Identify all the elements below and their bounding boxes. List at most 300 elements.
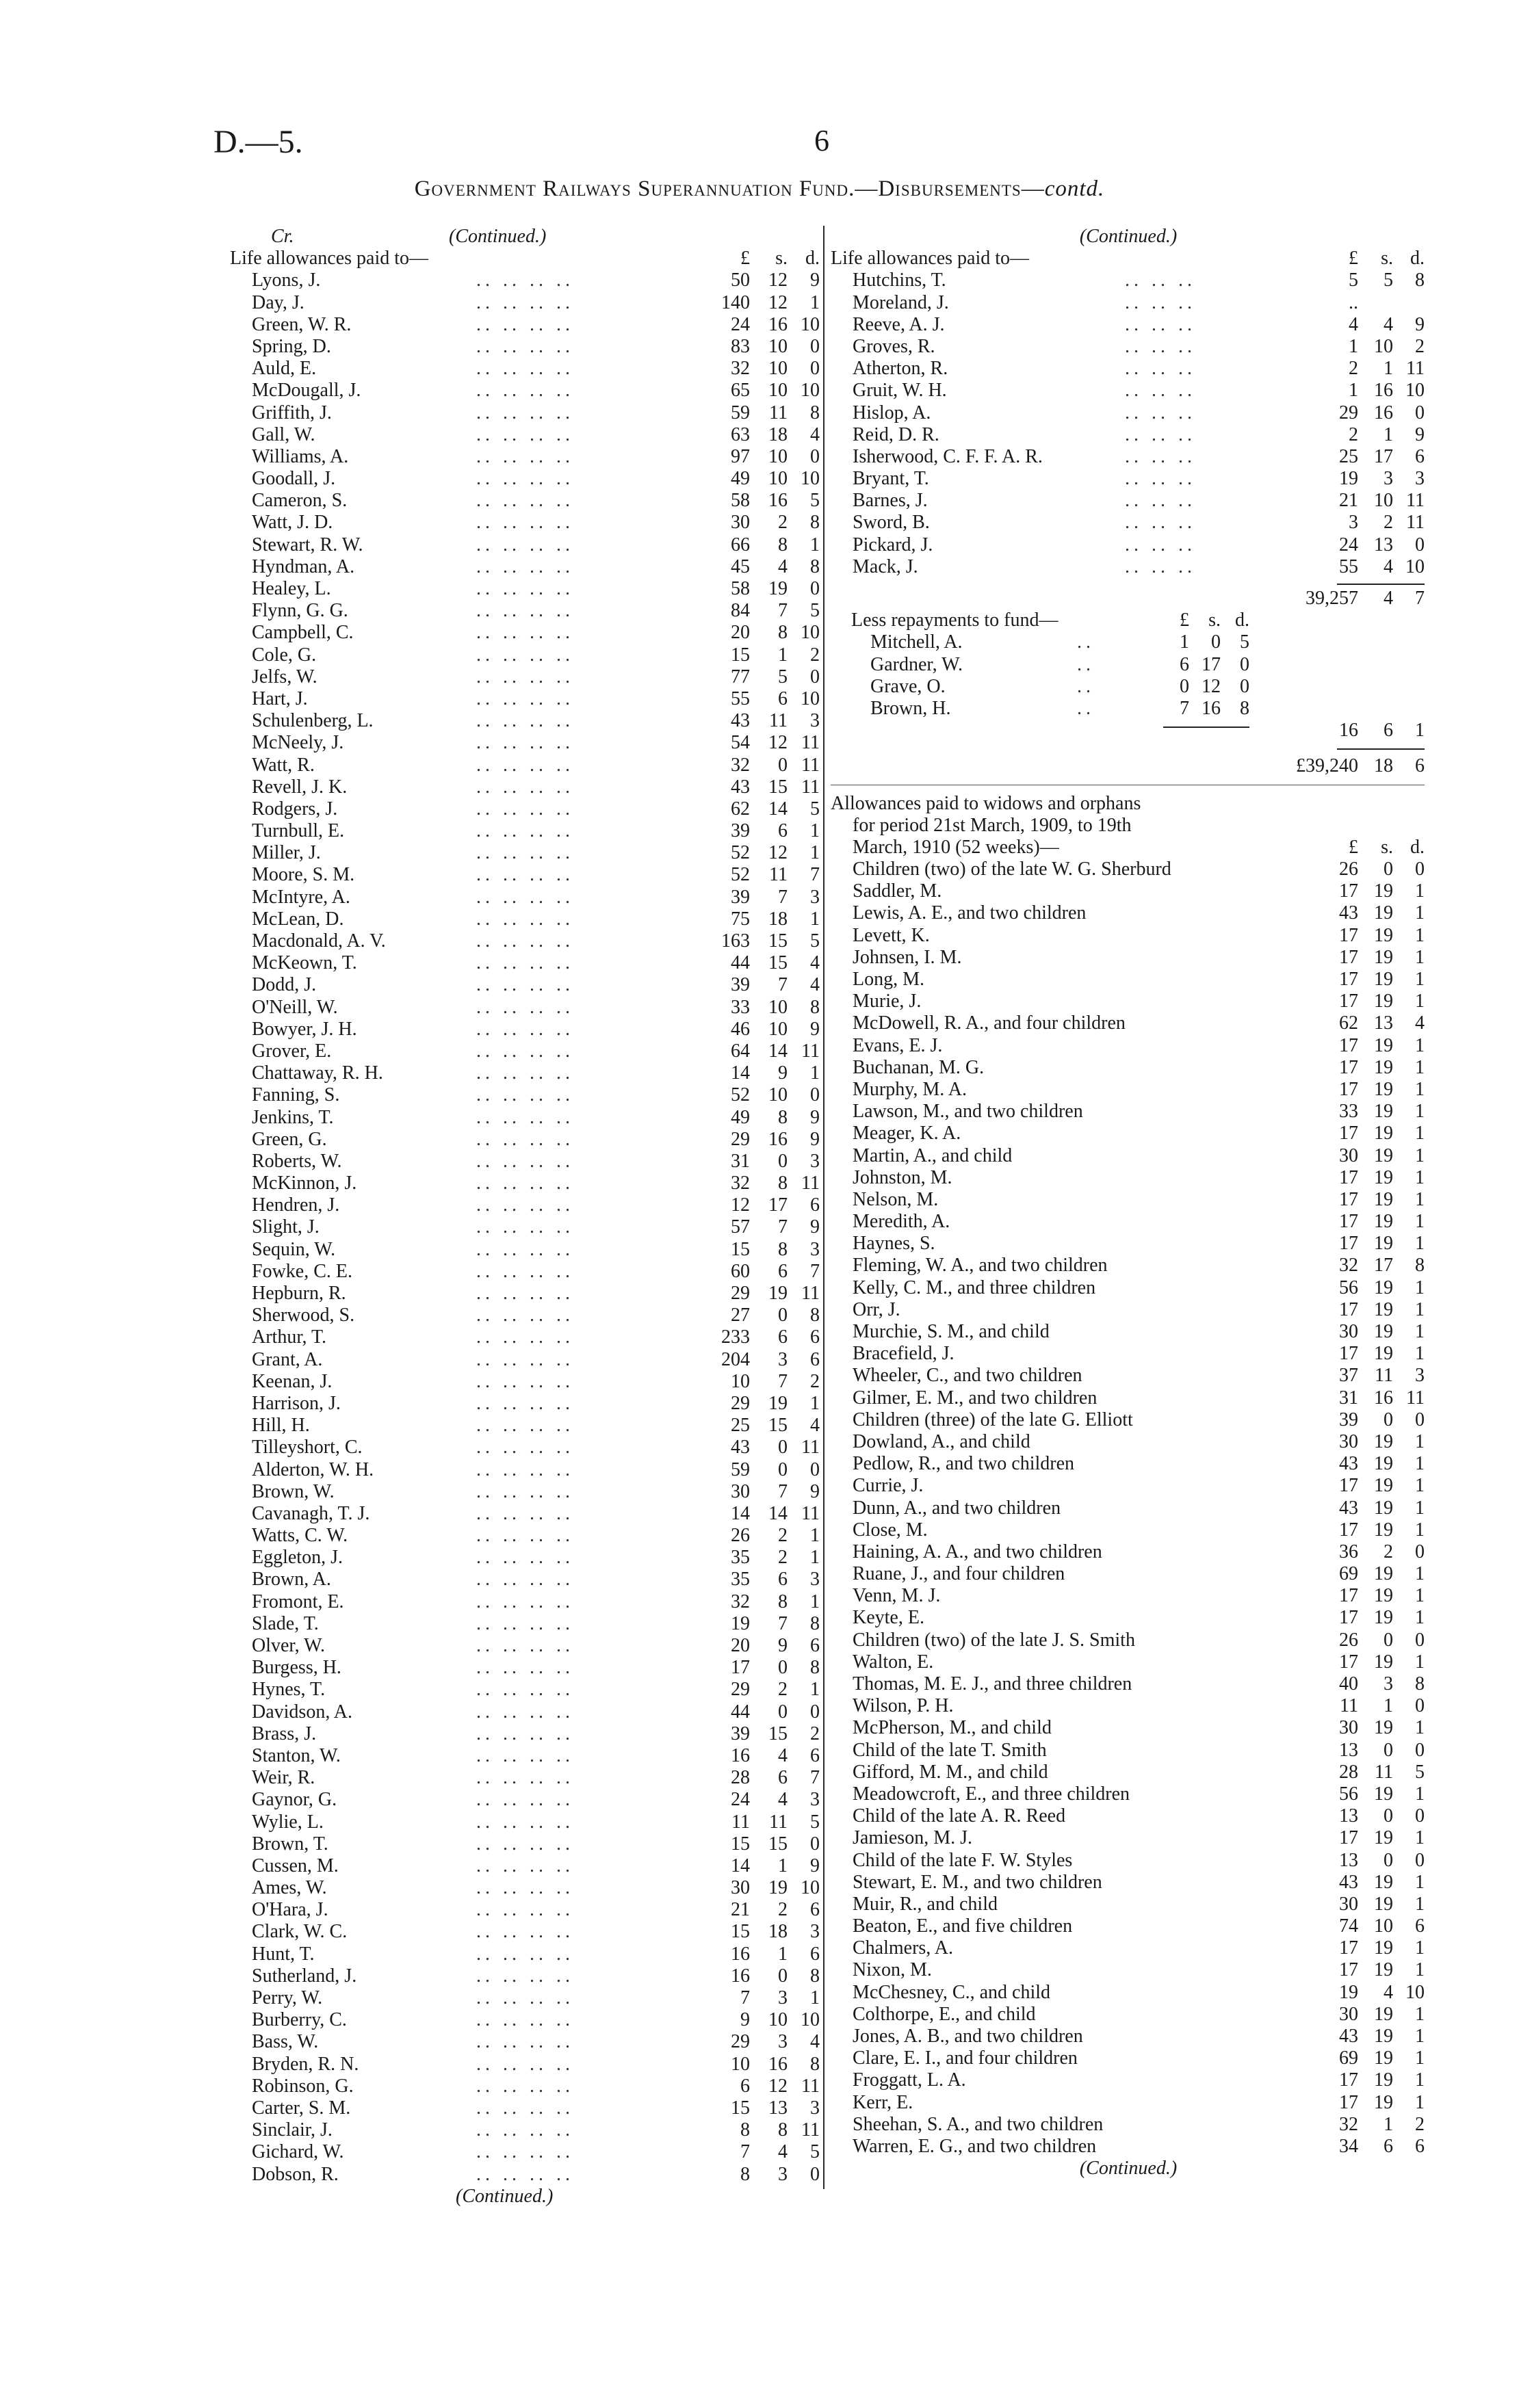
widow-allowance-row-pence: 1: [1415, 1453, 1425, 1475]
leader-dots: .. .. .. ..: [476, 1591, 574, 1612]
allowance-row-name: Watt, J. D.: [252, 512, 333, 534]
allowance-row: [230, 666, 825, 688]
allowance-row-name: Slade, T.: [252, 1612, 319, 1634]
allowance-row-name: Sherwood, S.: [252, 1305, 355, 1326]
allowance-row-pounds: 140: [721, 291, 750, 313]
allowance-row-shillings: 15: [768, 1723, 788, 1744]
allowance-row: [230, 1107, 825, 1129]
allowance-row-pence: 4: [810, 423, 820, 445]
widow-allowance-row-name: Lawson, M., and two children: [853, 1101, 1083, 1123]
allowance-row: [230, 1326, 825, 1348]
leader-dots: .. .. .. ..: [476, 1723, 574, 1744]
allowance-row-shillings: 7: [778, 1612, 788, 1634]
allowance-row-name: Burgess, H.: [252, 1657, 341, 1679]
allowance-row: [230, 776, 825, 798]
allowance-row-name: Campbell, C.: [252, 622, 354, 644]
allowance-row-pounds: 7: [740, 1987, 750, 2008]
allowance-row-pence: 10: [801, 313, 820, 335]
leader-dots: .. .. .. ..: [476, 1502, 574, 1524]
widow-allowance-row-pence: 1: [1415, 1298, 1425, 1320]
allowance-row: [230, 2009, 825, 2031]
allowance-row-name: Sword, B.: [853, 512, 930, 534]
widow-allowance-row-pounds: 30: [1339, 1144, 1358, 1166]
allowance-row-pounds: 66: [731, 534, 750, 555]
allowance-row-pence: 11: [801, 732, 820, 754]
allowance-row: [230, 2141, 825, 2163]
right-entries-list: [831, 270, 1426, 578]
widow-allowance-row-name: Jones, A. B., and two children: [853, 2026, 1083, 2047]
widow-allowance-row-name: Kelly, C. M., and three children: [853, 1277, 1096, 1298]
widow-allowance-row-shillings: 17: [1374, 1255, 1393, 1277]
leader-dots: .. .. .. ..: [476, 1062, 574, 1084]
allowance-row-pounds: 50: [731, 270, 750, 291]
allowance-row-pounds: 12: [731, 1194, 750, 1216]
allowance-row: [831, 490, 1426, 512]
allowance-row: [230, 556, 825, 578]
widow-allowance-row-name: Buchanan, M. G.: [853, 1056, 985, 1078]
allowance-row: [230, 380, 825, 402]
allowance-row-shillings: 7: [778, 1370, 788, 1392]
allowance-row-name: Dodd, J.: [252, 974, 317, 996]
allowance-row-pounds: 52: [731, 1084, 750, 1106]
allowance-row-name: Moreland, J.: [853, 291, 949, 313]
allowance-row-shillings: 10: [768, 335, 788, 357]
widow-allowance-row-shillings: 19: [1374, 1144, 1393, 1166]
widow-allowance-row-pounds: 69: [1339, 2047, 1358, 2069]
widow-allowance-row: [831, 2047, 1426, 2069]
leader-dots: .. .. .. ..: [476, 291, 574, 313]
allowance-row-shillings: 10: [768, 1018, 788, 1040]
allowance-row-shillings: 2: [778, 1547, 788, 1569]
repayment-row-shillings: 16: [1202, 697, 1221, 719]
leader-dots: .. .. .. ..: [476, 1965, 574, 1987]
widow-allowance-row: [831, 1101, 1426, 1123]
widow-allowance-row-name: Murphy, M. A.: [853, 1078, 967, 1100]
widow-allowance-row-name: Haynes, S.: [853, 1233, 935, 1255]
allowance-row: [230, 2076, 825, 2097]
widow-allowance-row-name: Children (two) of the late W. G. Sherburd: [853, 859, 1171, 880]
leader-dots: .. .. ..: [1125, 402, 1196, 423]
allowance-row-shillings: 0: [778, 1965, 788, 1987]
allowance-row: [230, 534, 825, 556]
leader-dots: .. .. .. ..: [476, 380, 574, 402]
widow-allowance-row-name: Ruane, J., and four children: [853, 1563, 1065, 1585]
leader-dots: .. .. .. ..: [476, 1811, 574, 1833]
widow-allowance-row-name: Lewis, A. E., and two children: [853, 902, 1087, 924]
allowance-row-name: Reid, D. R.: [853, 423, 939, 445]
widow-allowance-row-pounds: 43: [1339, 902, 1358, 924]
allowance-row-name: Jenkins, T.: [252, 1106, 334, 1128]
allowance-row-pence: 0: [810, 445, 820, 467]
allowance-row: [230, 1216, 825, 1238]
repay-shillings-head: s.: [1208, 610, 1221, 631]
allowance-row: [831, 270, 1426, 291]
widow-allowance-row-pence: 1: [1415, 1166, 1425, 1188]
repayment-row-name: Mitchell, A.: [870, 631, 963, 653]
widow-allowance-row-pence: 1: [1415, 1497, 1425, 1519]
repayments-heading: [831, 610, 1426, 631]
allowance-row-name: Ames, W.: [252, 1877, 327, 1899]
allowance-row-pounds: 52: [731, 864, 750, 886]
allowance-row-shillings: 9: [778, 1635, 788, 1656]
allowance-row-name: Hill, H.: [252, 1415, 310, 1437]
allowance-row-pence: 1: [810, 1547, 820, 1569]
subtotal-pounds: 39,257: [1306, 588, 1358, 609]
allowance-row-shillings: 12: [768, 842, 788, 864]
repayments-rule: [1163, 727, 1249, 728]
allowance-row: [230, 1019, 825, 1041]
allowance-row-pounds: 55: [731, 688, 750, 709]
allowance-row-name: O'Neill, W.: [252, 996, 338, 1018]
widow-allowance-row: [831, 1409, 1426, 1431]
allowance-row: [230, 1437, 825, 1458]
allowance-row: [230, 1547, 825, 1569]
allowance-row-name: O'Hara, J.: [252, 1899, 328, 1921]
widow-allowance-row-pounds: 34: [1339, 2135, 1358, 2157]
allowance-row: [831, 468, 1426, 490]
allowance-row-name: Brown, T.: [252, 1833, 328, 1855]
allowance-row-name: Macdonald, A. V.: [252, 930, 386, 952]
allowance-row: [230, 512, 825, 534]
allowance-row-pounds: 16: [731, 1744, 750, 1766]
allowance-row: [831, 446, 1426, 468]
allowance-row-name: Hutchins, T.: [853, 270, 946, 291]
allowance-row-name: Weir, R.: [252, 1767, 315, 1789]
widow-allowance-row-pounds: 13: [1339, 1739, 1358, 1761]
page-reference: D.—5.: [213, 124, 303, 160]
leader-dots: .. .. .. ..: [476, 1943, 574, 1965]
widow-allowance-row: [831, 1762, 1426, 1783]
widow-allowance-row-pounds: 56: [1339, 1783, 1358, 1805]
widow-allowance-row-shillings: 1: [1384, 1695, 1393, 1717]
leader-dots: .. .. .. ..: [476, 2009, 574, 2031]
widow-allowance-row-pounds: 32: [1339, 1255, 1358, 1277]
repayment-row: [831, 654, 1426, 676]
widow-allowance-row-name: Levett, K.: [853, 924, 930, 946]
allowance-row-pence: 1: [810, 1679, 820, 1701]
widow-allowance-row-name: Nixon, M.: [853, 1959, 932, 1981]
allowance-row-pence: 1: [810, 1987, 820, 2008]
allowance-row-pence: 0: [1415, 534, 1425, 555]
allowance-row-pounds: 49: [731, 468, 750, 490]
spacer: [831, 578, 1426, 588]
allowance-row-pounds: 54: [731, 732, 750, 754]
widow-allowance-row-shillings: 19: [1374, 902, 1393, 924]
allowance-row-pounds: 20: [731, 1635, 750, 1656]
repayment-row: [831, 698, 1426, 720]
widow-allowance-row-name: Orr, J.: [853, 1298, 900, 1320]
widow-allowance-row-name: Nelson, M.: [853, 1188, 939, 1210]
allowance-row-shillings: 8: [778, 622, 788, 644]
widow-allowance-row-shillings: 19: [1374, 924, 1393, 946]
repayment-row-pounds: 1: [1180, 631, 1189, 653]
allowance-row: [230, 1921, 825, 1943]
widows-title-line-1: [831, 793, 1426, 815]
leader-dots: ..: [1077, 631, 1095, 653]
widow-allowance-row: [831, 1894, 1426, 1915]
allowance-row-shillings: 0: [778, 1701, 788, 1723]
allowance-row-pounds: 21: [731, 1899, 750, 1921]
widow-allowance-row: [831, 1695, 1426, 1717]
allowance-row-shillings: 15: [768, 930, 788, 952]
leader-dots: .. .. .. ..: [476, 534, 574, 555]
allowance-row-name: Perry, W.: [252, 1987, 323, 2008]
widow-allowance-row-shillings: 19: [1374, 2069, 1393, 2091]
widow-allowance-row-shillings: 3: [1384, 1673, 1393, 1694]
widow-allowance-row-name: Jamieson, M. J.: [853, 1827, 972, 1849]
leader-dots: .. .. .. ..: [476, 1084, 574, 1106]
allowance-row: [230, 1041, 825, 1062]
widow-allowance-row-name: Saddler, M.: [853, 880, 942, 902]
widow-allowance-row: [831, 1982, 1426, 2004]
allowance-row-pounds: 233: [721, 1326, 750, 1348]
allowance-row: [230, 1657, 825, 1679]
allowance-row: [230, 1349, 825, 1371]
allowance-row-name: Flynn, G. G.: [252, 600, 348, 622]
allowance-row-pence: 6: [810, 1899, 820, 1921]
allowance-row-pence: 9: [810, 1216, 820, 1238]
widow-allowance-row-pounds: 62: [1339, 1012, 1358, 1034]
allowance-row-shillings: 4: [1384, 555, 1393, 577]
allowance-row-pence: 0: [810, 358, 820, 380]
allowance-row-pence: 9: [810, 1480, 820, 1502]
allowance-row-pence: 11: [801, 1173, 820, 1194]
allowance-row-shillings: 16: [768, 2053, 788, 2075]
allowance-row-pounds: 45: [731, 555, 750, 577]
allowance-row-shillings: 10: [768, 380, 788, 402]
allowance-row-shillings: 7: [778, 974, 788, 996]
allowance-row-shillings: 16: [1374, 380, 1393, 402]
widow-allowance-row: [831, 1805, 1426, 1827]
leader-dots: .. .. ..: [1125, 313, 1196, 335]
allowance-row: [230, 1987, 825, 2009]
widow-allowance-row: [831, 1937, 1426, 1959]
allowance-row-pounds: 29: [731, 2031, 750, 2053]
allowance-row-pence: 1: [810, 291, 820, 313]
net-total-pounds: £39,240: [1296, 755, 1358, 777]
widow-allowance-row-shillings: 19: [1374, 1188, 1393, 1210]
allowance-row-shillings: 8: [778, 1238, 788, 1260]
widow-allowance-row-shillings: 2: [1384, 1541, 1393, 1562]
widow-allowance-row: [831, 1123, 1426, 1144]
allowance-row-name: Schulenberg, L.: [252, 710, 374, 732]
allowance-row: [230, 1965, 825, 1987]
allowance-row: [230, 1283, 825, 1305]
allowance-row-pounds: 39: [731, 1723, 750, 1744]
page-title-suffix: contd.: [1044, 176, 1105, 201]
widow-allowance-row-pence: 1: [1415, 1144, 1425, 1166]
allowance-row-name: Moore, S. M.: [252, 864, 355, 886]
allowance-row-pence: 8: [810, 402, 820, 423]
allowance-row-pounds: 14: [731, 1855, 750, 1876]
allowance-row-pence: 10: [801, 622, 820, 644]
allowance-row-pounds: 25: [1339, 445, 1358, 467]
allowance-row: [230, 1944, 825, 1965]
allowance-row: [230, 1723, 825, 1745]
allowance-row-name: Burberry, C.: [252, 2009, 347, 2031]
widow-allowance-row: [831, 902, 1426, 924]
allowance-row-pence: 7: [810, 864, 820, 886]
left-footer-label: (Continued.): [456, 2185, 554, 2207]
allowance-row: [230, 1855, 825, 1877]
widow-allowance-row-pence: 1: [1415, 1056, 1425, 1078]
widow-allowance-row-shillings: 0: [1384, 1409, 1393, 1430]
widow-allowance-row: [831, 1431, 1426, 1453]
allowance-row: [230, 2164, 825, 2186]
allowance-row-pounds: 39: [731, 974, 750, 996]
allowance-row-shillings: 10: [768, 1084, 788, 1106]
leader-dots: .. .. ..: [1125, 445, 1196, 467]
allowance-row-name: Hislop, A.: [853, 402, 931, 423]
widow-allowance-row-pence: 1: [1415, 1188, 1425, 1210]
allowance-row-pounds: 52: [731, 842, 750, 864]
allowance-row-pence: 11: [801, 1040, 820, 1062]
widow-allowance-row-name: Meager, K. A.: [853, 1123, 961, 1144]
allowance-row-pence: 0: [810, 578, 820, 599]
widow-allowance-row: [831, 1079, 1426, 1101]
allowance-row: [230, 842, 825, 864]
allowance-row-shillings: 11: [769, 710, 788, 732]
widows-title-text: Allowances paid to widows and orphans: [831, 792, 1141, 814]
allowance-row-name: Dobson, R.: [252, 2163, 339, 2185]
allowance-row-pounds: 15: [731, 1921, 750, 1943]
widow-allowance-row-pence: 8: [1415, 1673, 1425, 1694]
widow-allowance-row-shillings: 19: [1374, 1123, 1393, 1144]
leader-dots: .. .. .. ..: [476, 666, 574, 688]
repayment-row-shillings: 17: [1202, 653, 1221, 675]
repayment-row-pence: 8: [1240, 697, 1249, 719]
net-total-shillings: 18: [1374, 755, 1393, 777]
widow-allowance-row-shillings: 19: [1374, 1497, 1393, 1519]
allowance-row-name: Alderton, W. H.: [252, 1458, 374, 1480]
allowance-row-pounds: 29: [731, 1679, 750, 1701]
allowance-row: [230, 798, 825, 820]
widow-allowance-row-name: Warren, E. G., and two children: [853, 2135, 1097, 2157]
allowance-row-name: Lyons, J.: [252, 270, 321, 291]
allowance-row-pounds: 29: [1339, 402, 1358, 423]
allowance-row-pence: 10: [1405, 555, 1425, 577]
repayment-row: [831, 676, 1426, 698]
repayment-row-name: Gardner, W.: [870, 653, 963, 675]
leader-dots: .. .. .. ..: [476, 555, 574, 577]
repayment-row-pounds: 6: [1180, 653, 1189, 675]
allowance-row-shillings: 16: [768, 490, 788, 512]
allowance-row-shillings: 4: [778, 1789, 788, 1811]
widow-allowance-row-name: Johnsen, I. M.: [853, 946, 962, 968]
allowance-row-pounds: 59: [731, 1458, 750, 1480]
allowance-row-pence: 11: [801, 776, 820, 798]
widow-allowance-row-pence: 1: [1415, 1123, 1425, 1144]
allowance-row-pence: 8: [810, 555, 820, 577]
leader-dots: .. .. .. ..: [476, 644, 574, 666]
allowance-row-name: Brass, J.: [252, 1723, 317, 1744]
widow-allowance-row-pounds: 19: [1339, 1981, 1358, 2003]
leader-dots: .. .. .. ..: [476, 2075, 574, 2097]
allowance-row-shillings: 4: [778, 1744, 788, 1766]
widow-allowance-row-pounds: 17: [1339, 1166, 1358, 1188]
allowance-row-shillings: 7: [778, 1216, 788, 1238]
widow-allowance-row-shillings: 19: [1374, 2003, 1393, 2025]
widow-allowance-row-name: Currie, J.: [853, 1475, 924, 1497]
allowance-row: [230, 755, 825, 776]
allowance-row-pence: 2: [810, 644, 820, 666]
allowance-row-shillings: 1: [778, 644, 788, 666]
widow-allowance-row-shillings: 11: [1375, 1365, 1393, 1387]
allowance-row: [230, 2119, 825, 2141]
leader-dots: .. .. .. ..: [476, 1260, 574, 1282]
widow-allowance-row-shillings: 19: [1374, 2026, 1393, 2047]
net-rule: [1337, 748, 1425, 750]
widow-allowance-row-name: McChesney, C., and child: [853, 1981, 1051, 2003]
allowance-row-pence: 9: [1415, 423, 1425, 445]
allowance-row-pence: 10: [801, 688, 820, 709]
allowance-row: [831, 314, 1426, 336]
allowance-row-pence: 3: [810, 1921, 820, 1943]
allowance-row-name: Rodgers, J.: [252, 798, 338, 820]
allowance-row-pence: 11: [801, 1502, 820, 1524]
widow-allowance-row-pence: 1: [1415, 924, 1425, 946]
leader-dots: .. .. .. ..: [476, 1305, 574, 1326]
allowance-row-pounds: 29: [731, 1392, 750, 1414]
widow-allowance-row-pounds: 17: [1339, 1298, 1358, 1320]
allowance-row-shillings: 12: [768, 2075, 788, 2097]
allowance-row-pounds: 3: [1349, 512, 1358, 534]
widow-allowance-row-pounds: 30: [1339, 2003, 1358, 2025]
widow-allowance-row-pounds: 17: [1339, 1651, 1358, 1673]
widow-allowance-row-pence: 1: [1415, 1277, 1425, 1298]
allowance-row-name: Groves, R.: [853, 335, 935, 357]
leader-dots: .. .. ..: [1125, 512, 1196, 534]
widow-allowance-row-pounds: 56: [1339, 1277, 1358, 1298]
allowance-row-pounds: 43: [731, 1437, 750, 1458]
allowance-row-shillings: 10: [768, 358, 788, 380]
allowance-row-pence: 6: [1415, 445, 1425, 467]
leader-dots: .. .. .. ..: [476, 1612, 574, 1634]
widow-allowance-row-shillings: 19: [1374, 1607, 1393, 1629]
leader-dots: .. .. .. ..: [476, 2097, 574, 2119]
widow-allowance-row-pounds: 74: [1339, 1915, 1358, 1937]
widow-allowance-row-name: McDowell, R. A., and four children: [853, 1012, 1126, 1034]
allowance-row: [230, 1371, 825, 1393]
widow-allowance-row-pence: 1: [1415, 880, 1425, 902]
allowance-row-pounds: 26: [731, 1525, 750, 1547]
allowance-row-pounds: 32: [731, 1173, 750, 1194]
allowance-row-name: Fanning, S.: [252, 1084, 340, 1106]
allowance-row-shillings: 8: [778, 534, 788, 555]
leader-dots: .. .. .. ..: [476, 886, 574, 908]
widows-shillings-head: s.: [1381, 836, 1393, 858]
widow-allowance-row-pounds: 43: [1339, 1453, 1358, 1475]
widow-allowance-row-pounds: 17: [1339, 924, 1358, 946]
widow-allowance-row: [831, 1475, 1426, 1497]
allowance-row: [230, 974, 825, 996]
leader-dots: .. .. .. ..: [476, 798, 574, 820]
widow-allowance-row-name: Dowland, A., and child: [853, 1430, 1030, 1452]
widow-allowance-row-pounds: 30: [1339, 1717, 1358, 1739]
allowance-row-name: Wylie, L.: [252, 1811, 324, 1833]
widow-allowance-row-shillings: 19: [1374, 1430, 1393, 1452]
widow-allowance-row-pence: 1: [1415, 1475, 1425, 1497]
allowance-row-pence: 2: [1415, 335, 1425, 357]
widows-title-line-2: [831, 815, 1426, 837]
allowance-row-shillings: 10: [768, 468, 788, 490]
allowance-row-shillings: 6: [778, 1260, 788, 1282]
leader-dots: .. .. .. ..: [476, 600, 574, 622]
allowance-row-name: Reeve, A. J.: [853, 313, 945, 335]
allowance-row-pounds: 32: [731, 754, 750, 776]
widow-allowance-row-name: Venn, M. J.: [853, 1585, 941, 1607]
widow-allowance-row-pounds: 17: [1339, 1827, 1358, 1849]
